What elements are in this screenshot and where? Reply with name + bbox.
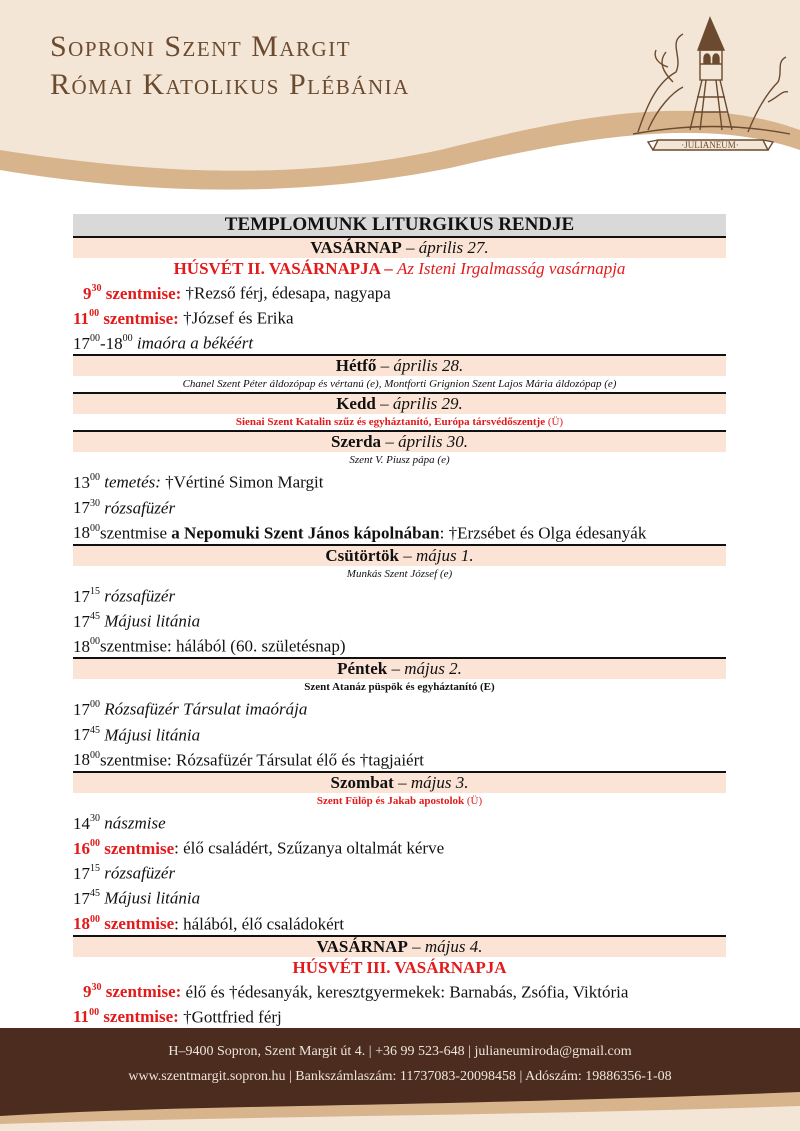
event-time: $17^{00}$: [73, 699, 100, 720]
day-date: május 2.: [404, 659, 462, 679]
day-name: Péntek: [337, 659, 388, 679]
event-line: [73, 329, 726, 354]
event-line: [73, 834, 726, 859]
event-text: Májusi litánia: [100, 611, 201, 631]
day-name: VASÁRNAP: [310, 238, 402, 257]
event-time: $17^{45}$: [73, 611, 100, 631]
event-line: [73, 607, 726, 632]
event-text: †Gottfried férj: [178, 1007, 282, 1027]
day-date: április 28.: [393, 356, 464, 376]
event-text: imaóra a békéért: [132, 333, 254, 353]
footer-bank-details: www.szentmargit.sopron.hu | Bankszámlaszám: 11737083-20098458 | Adószám: 19886356-1-08: [128, 1069, 672, 1084]
day-sep: –: [375, 394, 393, 414]
event-text: rózsafüzér: [100, 498, 176, 518]
day-header-szombat: [73, 771, 726, 793]
rank-code: (E): [480, 681, 495, 694]
saint-of-day: Chanel Szent Péter áldozópap és vértanú (e), Montforti Grignion Szent Lajos Mária áldozópap (e): [182, 378, 617, 391]
saint-of-day: Sienai Szent Katalin szűz és egyháztanító, Európa társvédőszentje (Ü): [235, 416, 564, 429]
event-text: †József és Erika: [178, 308, 294, 328]
event-time: $11^{00}$ szentmise:: [73, 308, 179, 328]
rank-code: (Ü): [547, 416, 564, 429]
day-header-kedd: [73, 392, 726, 414]
day-name: Csütörtök: [325, 545, 400, 565]
logo-text: ·JULIANEUM·: [681, 140, 739, 150]
event-text: : élő családért, Szűzanya oltalmát kérve: [174, 838, 445, 858]
event-time: $18^{00}$: [73, 749, 100, 770]
event-text: élő és †édesanyák, keresztgyermekek: Barnabás, Zsófia, Viktória: [181, 982, 629, 1002]
event-text: rózsafüzér: [100, 586, 176, 606]
day-sep: –: [381, 432, 399, 452]
event-time: $14^{30}$: [73, 812, 100, 833]
day-name: Hétfő: [335, 356, 377, 376]
saint-of-day: Szent Atanáz püspök és egyháztanító (E): [304, 681, 495, 694]
event-location: a Nepomuki Szent János kápolnában: [171, 523, 440, 543]
day-sep: –: [407, 936, 425, 956]
event-line: [73, 582, 726, 607]
day-header-csutortok: [73, 544, 726, 566]
day-date: május 4.: [424, 936, 483, 956]
parish-title-line2: Római Katolikus Plébánia: [50, 68, 410, 101]
parish-title-line1: Soproni Szent Margit: [50, 30, 352, 63]
event-text: szentmise: [100, 523, 172, 543]
saint-of-day: Szent Fülöp és Jakab apostolok (Ü): [316, 794, 483, 807]
event-line: [73, 859, 726, 884]
event-text: szentmise: hálából (60. születésnap): [100, 636, 346, 656]
event-time: $17^{30}$: [73, 497, 100, 518]
event-kind: temetés:: [100, 473, 161, 493]
event-time: $17^{45}$: [73, 888, 100, 908]
day-date: május 3.: [410, 772, 469, 792]
event-time: $9^{30}$ szentmise:: [83, 283, 182, 303]
event-time: $16^{00}$ szentmise: [73, 838, 175, 858]
event-line: [73, 809, 726, 834]
rank-code: (Ü): [466, 794, 483, 807]
event-text: Májusi litánia: [100, 889, 201, 908]
event-text: nászmise: [100, 813, 166, 833]
day-header-pentek: [73, 657, 726, 679]
event-time: $13^{00}$: [73, 472, 100, 493]
event-line: [73, 978, 726, 1003]
event-line: [73, 632, 726, 657]
event-line: [73, 468, 726, 493]
footer-contact: H–9400 Sopron, Szent Margit út 4. | +36 99 523-648 | julianeumiroda@gmail.com: [168, 1044, 632, 1059]
event-line: [73, 304, 726, 329]
event-time: $11^{00}$ szentmise:: [73, 1006, 179, 1027]
day-name: Szerda: [331, 432, 382, 452]
event-time: $18^{00}$: [73, 522, 100, 543]
event-text: Májusi litánia: [100, 725, 201, 745]
day-name: Kedd: [336, 394, 376, 414]
event-time: $18^{00}$: [73, 636, 100, 656]
event-time: $9^{30}$ szentmise:: [83, 981, 182, 1002]
event-line: [73, 746, 726, 771]
julianeum-logo: [628, 12, 793, 162]
event-line: [73, 721, 726, 746]
day-header-vasarnap: [73, 236, 726, 258]
day-sep: –: [401, 238, 419, 257]
event-line: [73, 910, 726, 935]
event-line: [73, 279, 726, 304]
day-sep: –: [393, 772, 411, 792]
feast-name: HÚSVÉT II. VASÁRNAPJA –: [173, 259, 398, 278]
day-sep: –: [399, 545, 417, 565]
day-header-szerda: [73, 430, 726, 452]
saint-of-day: Szent V. Piusz pápa (e): [349, 454, 450, 467]
feast-title: HÚSVÉT III. VASÁRNAPJA: [292, 957, 507, 977]
day-sep: –: [387, 659, 405, 679]
event-intention: : †Erzsébet és Olga édesanyák: [439, 523, 647, 543]
event-text: : hálából, élő családokért: [174, 914, 345, 934]
event-text: †Vértiné Simon Margit: [160, 473, 324, 493]
event-time: $17^{15}$: [73, 863, 100, 883]
schedule-title: TEMPLOMUNK LITURGIKUS RENDJE: [73, 214, 726, 236]
day-name: Szombat: [330, 772, 394, 792]
event-line: [73, 695, 726, 720]
event-time: $17^{00}-18^{00}$: [73, 333, 133, 353]
event-time: $17^{15}$: [73, 585, 100, 606]
day-name: VASÁRNAP: [316, 936, 408, 956]
day-date: április 29.: [392, 394, 463, 414]
event-line: [73, 1003, 726, 1028]
event-time: $17^{45}$: [73, 724, 100, 745]
event-text: rózsafüzér: [100, 863, 176, 883]
event-text: szentmise: Rózsafüzér Társulat élő és †tagjaiért: [100, 750, 424, 770]
day-sep: –: [376, 356, 394, 376]
event-line: [73, 519, 726, 544]
day-date: április 27.: [418, 238, 489, 257]
footer-decoration: [0, 1086, 800, 1131]
feast-title: [73, 258, 726, 279]
day-date: április 30.: [398, 432, 468, 452]
event-line: [73, 494, 726, 519]
saint-of-day: Munkás Szent József (e): [346, 567, 453, 580]
event-text: †Rezső férj, édesapa, nagyapa: [181, 283, 391, 303]
day-header-vasarnap-2: [73, 935, 726, 957]
event-line: [73, 884, 726, 909]
day-date: május 1.: [416, 545, 474, 565]
event-time: $18^{00}$ szentmise: [73, 913, 175, 934]
feast-subtitle: Az Isteni Irgalmasság vasárnapja: [397, 259, 626, 278]
liturgical-schedule: [73, 214, 726, 1053]
event-text: Rózsafüzér Társulat imaórája: [100, 700, 308, 720]
day-header-hetfo: [73, 354, 726, 376]
